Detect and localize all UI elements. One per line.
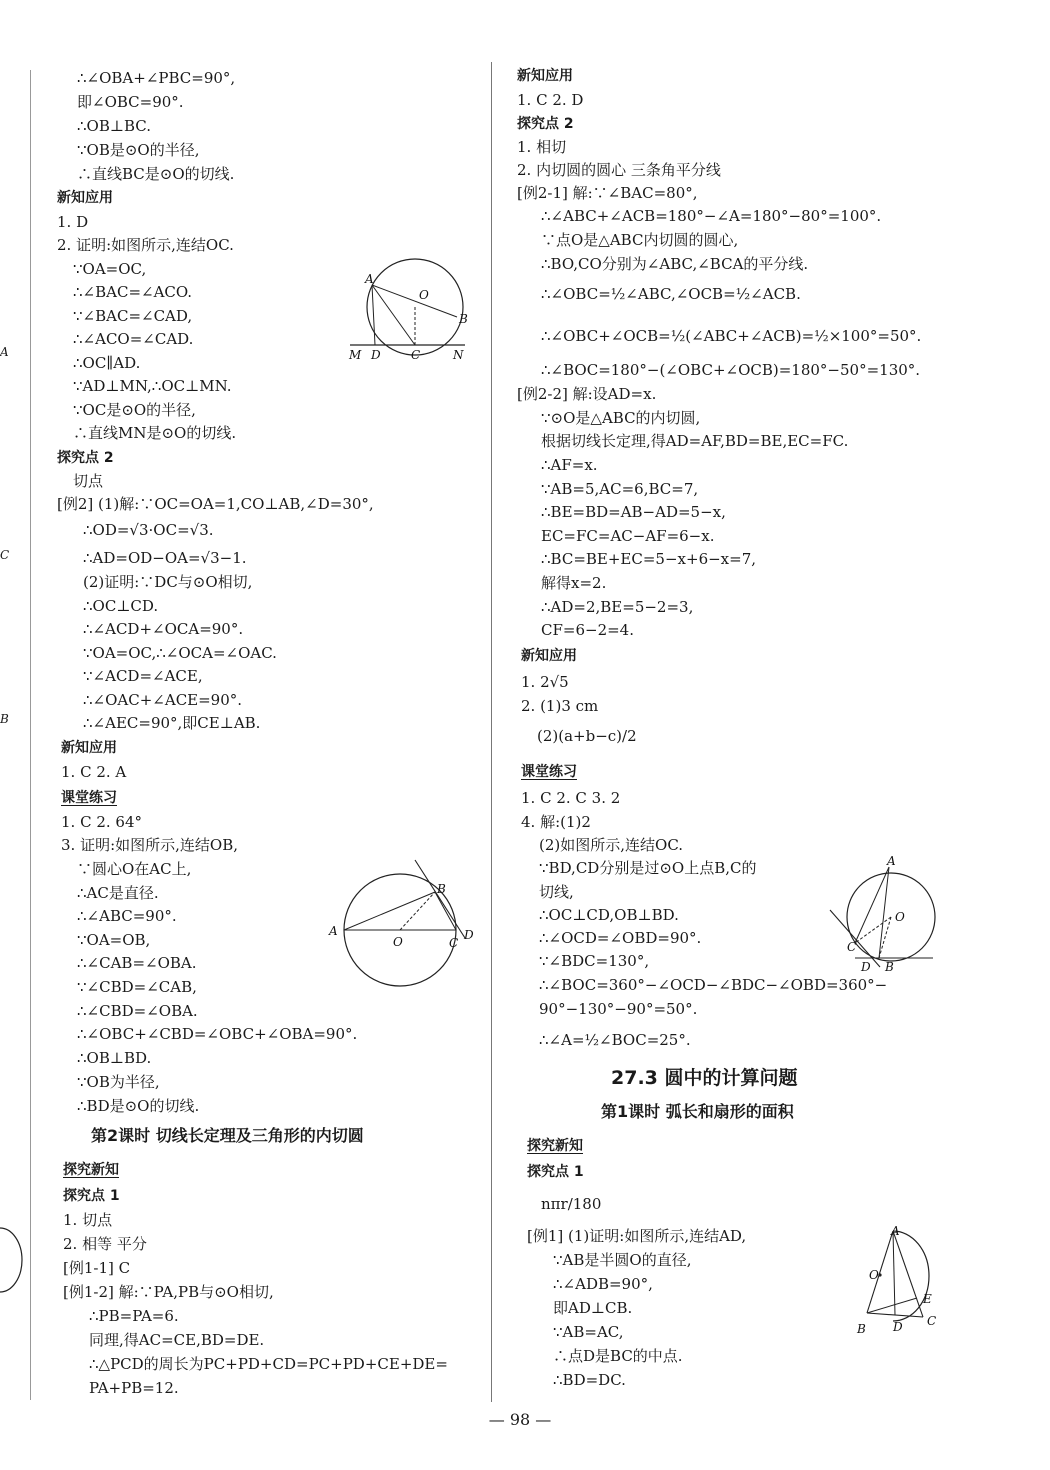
text-line: ∵OC是⊙O的半径, (73, 401, 196, 419)
text-line: ∴∠ABC+∠ACB=180°−∠A=180°−80°=100°. (541, 207, 882, 225)
fig2-label: D (464, 928, 474, 942)
text-line: 即AD⊥CB. (553, 1299, 633, 1317)
text-line: ∴∠OAC+∠ACE=90°. (83, 691, 243, 709)
lesson-title: 第2课时 切线长定理及三角形的内切圆 (91, 1126, 364, 1145)
fig4-label: B (857, 1322, 866, 1336)
text-line: ∴直线BC是⊙O的切线. (77, 165, 235, 183)
text-line: [例2-2] 解:设AD=x. (517, 385, 657, 403)
fig1-label: D (371, 348, 381, 362)
text-line: ∵AB=AC, (553, 1323, 624, 1341)
text-line: ∴∠BOC=180°−(∠OBC+∠OCB)=180°−50°=130°. (541, 361, 921, 379)
text-line: ∵∠ACD=∠ACE, (83, 667, 203, 685)
text-line: 根据切线长定理,得AD=AF,BD=BE,EC=FC. (541, 432, 849, 450)
section-heading: 课堂练习 (521, 764, 577, 780)
text-line: ∴∠AEC=90°,即CE⊥AB. (83, 714, 261, 732)
text-line: [例1-1] C (63, 1259, 131, 1277)
text-line: 同理,得AC=CE,BD=DE. (89, 1331, 265, 1349)
fig1-label: O (419, 288, 429, 302)
section-heading: 探究点 1 (527, 1164, 584, 1180)
text-line: ∵⊙O是△ABC的内切圆, (541, 409, 701, 427)
text-line: CF=6−2=4. (541, 621, 634, 639)
text-line: ∵∠BDC=130°, (539, 952, 650, 970)
text-line: (2)(a+b−c)/2 (537, 727, 637, 745)
text-line: 2. 证明:如图所示,连结OC. (57, 236, 234, 254)
text-line: 解得x=2. (541, 574, 607, 592)
fig1-label: C (411, 348, 421, 362)
text-line: 4. 解:(1)2 (521, 813, 591, 831)
fig3-label: O (895, 910, 905, 924)
text-line: ∴OB⊥BD. (77, 1049, 152, 1067)
text-line: ∴∠OCD=∠OBD=90°. (539, 929, 702, 947)
text-line: ∴OB⊥BC. (77, 117, 151, 135)
fig4-label: C (927, 1314, 937, 1328)
text-line: ∴OC∥AD. (73, 354, 141, 372)
text-line: (2)证明:∵DC与⊙O相切, (83, 573, 253, 591)
column-divider (491, 62, 492, 1402)
text-line: ∵AB是半圆O的直径, (553, 1251, 692, 1269)
text-line: 切点 (73, 472, 104, 490)
text-line: 1. D (57, 213, 89, 231)
text-line: ∴∠OBC+∠CBD=∠OBC+∠OBA=90°. (77, 1025, 358, 1043)
fig1-label: A (365, 272, 374, 286)
geometry-figure-1 (345, 255, 475, 365)
section-heading: 探究新知 (63, 1162, 119, 1178)
text-line: [例2] (1)解:∵OC=OA=1,CO⊥AB,∠D=30°, (57, 495, 374, 513)
text-line: ∵∠CBD=∠CAB, (77, 978, 197, 996)
text-line: ∴∠CBD=∠OBA. (77, 1002, 198, 1020)
geometry-figure-4 (855, 1225, 945, 1340)
text-line: ∴∠OBC+∠OCB=½(∠ABC+∠ACB)=½×100°=50°. (541, 327, 922, 345)
text-line: ∴BO,CO分别为∠ABC,∠BCA的平分线. (541, 255, 809, 273)
section-heading: 探究新知 (527, 1138, 583, 1154)
fig4-label: E (923, 1292, 932, 1306)
text-line: ∵AB=5,AC=6,BC=7, (541, 480, 699, 498)
text-line: ∴直线MN是⊙O的切线. (73, 424, 237, 442)
section-heading: 探究点 2 (57, 450, 114, 466)
fig1-label: M (349, 348, 362, 362)
page-number: — 98 — (488, 1410, 552, 1429)
fig4-label: A (891, 1224, 900, 1238)
text-line: ∴△PCD的周长为PC+PD+CD=PC+PD+CE+DE= (89, 1355, 448, 1373)
text-line: ∴BD=DC. (553, 1371, 626, 1389)
text-line: ∵点O是△ABC内切圆的圆心, (541, 231, 739, 249)
text-line: ∵圆心O在AC上, (77, 860, 192, 878)
text-line: 90°−130°−90°=50°. (539, 1000, 698, 1018)
text-line: ∴∠ACD+∠OCA=90°. (83, 620, 244, 638)
geometry-figure-3 (825, 855, 940, 980)
text-line: ∴∠ACO=∠CAD. (73, 330, 194, 348)
margin-letter: B (0, 712, 9, 726)
text-line: 1. 2√5 (521, 673, 569, 691)
text-line: ∴OC⊥CD,OB⊥BD. (539, 906, 679, 924)
text-line: 1. 切点 (63, 1211, 113, 1229)
text-line: [例1] (1)证明:如图所示,连结AD, (527, 1227, 747, 1245)
text-line: ∵OA=OB, (77, 931, 151, 949)
text-line: ∵OB是⊙O的半径, (77, 141, 200, 159)
text-line: ∴BC=BE+EC=5−x+6−x=7, (541, 550, 757, 568)
section-heading: 新知应用 (57, 190, 113, 206)
text-line: 2. (1)3 cm (521, 697, 599, 715)
section-heading: 新知应用 (521, 648, 577, 664)
text-line: ∴∠A=½∠BOC=25°. (539, 1031, 691, 1049)
text-line: ∵∠BAC=∠CAD, (73, 307, 193, 325)
fig3-label: D (861, 960, 871, 974)
text-line: 即∠OBC=90°. (77, 93, 184, 111)
fig3-label: A (887, 854, 896, 868)
text-line: ∴AD=OD−OA=√3−1. (83, 549, 247, 567)
text-line: ∵OB为半径, (77, 1073, 160, 1091)
section-heading: 课堂练习 (61, 790, 117, 806)
text-line: ∵AD⊥MN,∴OC⊥MN. (73, 377, 232, 395)
fig1-label: N (453, 348, 464, 362)
text-line: ∴∠ADB=90°, (553, 1275, 653, 1293)
text-line: ∴OC⊥CD. (83, 597, 159, 615)
text-line: ∴∠CAB=∠OBA. (77, 954, 197, 972)
text-line: 2. 内切圆的圆心 三条角平分线 (517, 161, 721, 179)
text-line: 1. C 2. 64° (61, 813, 142, 831)
geometry-figure-2 (325, 855, 480, 990)
text-line: ∴AF=x. (541, 456, 598, 474)
text-line: 1. C 2. A (61, 763, 127, 781)
text-line: ∴∠BOC=360°−∠OCD−∠BDC−∠OBD=360°− (539, 976, 888, 994)
fig4-label: O (869, 1268, 879, 1282)
text-line: ∴∠BAC=∠ACO. (73, 283, 193, 301)
fig2-label: O (393, 935, 403, 949)
left-margin-rule (30, 70, 31, 1400)
text-line: ∴AC是直径. (77, 884, 159, 902)
text-line: ∴∠ABC=90°. (77, 907, 177, 925)
text-line: ∴BE=BD=AB−AD=5−x, (541, 503, 726, 521)
text-line: 3. 证明:如图所示,连结OB, (61, 836, 238, 854)
text-line: (2)如图所示,连结OC. (539, 836, 684, 854)
fig2-label: C (449, 936, 459, 950)
text-line: [例2-1] 解:∵∠BAC=80°, (517, 184, 698, 202)
section-title: 27.3 圆中的计算问题 (611, 1067, 798, 1089)
edge-arc (0, 1220, 20, 1300)
fig3-label: B (885, 960, 894, 974)
text-line: 切线, (539, 883, 574, 901)
fig3-label: C (847, 940, 857, 954)
section-heading: 探究点 1 (63, 1188, 120, 1204)
text-line: ∴BD是⊙O的切线. (77, 1097, 200, 1115)
margin-letter: A (0, 345, 9, 359)
fig1-label: B (459, 312, 468, 326)
lesson-title: 第1课时 弧长和扇形的面积 (601, 1102, 794, 1121)
text-line: [例1-2] 解:∵PA,PB与⊙O相切, (63, 1283, 274, 1301)
text-line: 1. C 2. D (517, 91, 584, 109)
text-line: ∵OA=OC,∴∠OCA=∠OAC. (83, 644, 277, 662)
text-line: ∴∠OBC=½∠ABC,∠OCB=½∠ACB. (541, 285, 801, 303)
fig2-label: B (437, 882, 446, 896)
text-line: ∵OA=OC, (73, 260, 147, 278)
fig4-label: D (893, 1320, 903, 1334)
section-heading: 新知应用 (517, 68, 573, 84)
text-line: PA+PB=12. (89, 1379, 179, 1397)
text-line: ∵BD,CD分别是过⊙O上点B,C的 (539, 859, 757, 877)
margin-letter: C (0, 548, 10, 562)
text-line: 1. 相切 (517, 138, 567, 156)
text-line: ∴PB=PA=6. (89, 1307, 179, 1325)
section-heading: 探究点 2 (517, 116, 574, 132)
text-line: 2. 相等 平分 (63, 1235, 147, 1253)
text-line: 1. C 2. C 3. 2 (521, 789, 621, 807)
fig2-label: A (329, 924, 338, 938)
text-line: ∴点D是BC的中点. (553, 1347, 683, 1365)
text-line: EC=FC=AC−AF=6−x. (541, 527, 715, 545)
section-heading: 新知应用 (61, 740, 117, 756)
text-line: ∴OD=√3·OC=√3. (83, 521, 214, 539)
formula: nπr/180 (541, 1195, 602, 1213)
text-line: ∴AD=2,BE=5−2=3, (541, 598, 694, 616)
text-line: ∴∠OBA+∠PBC=90°, (77, 69, 236, 87)
